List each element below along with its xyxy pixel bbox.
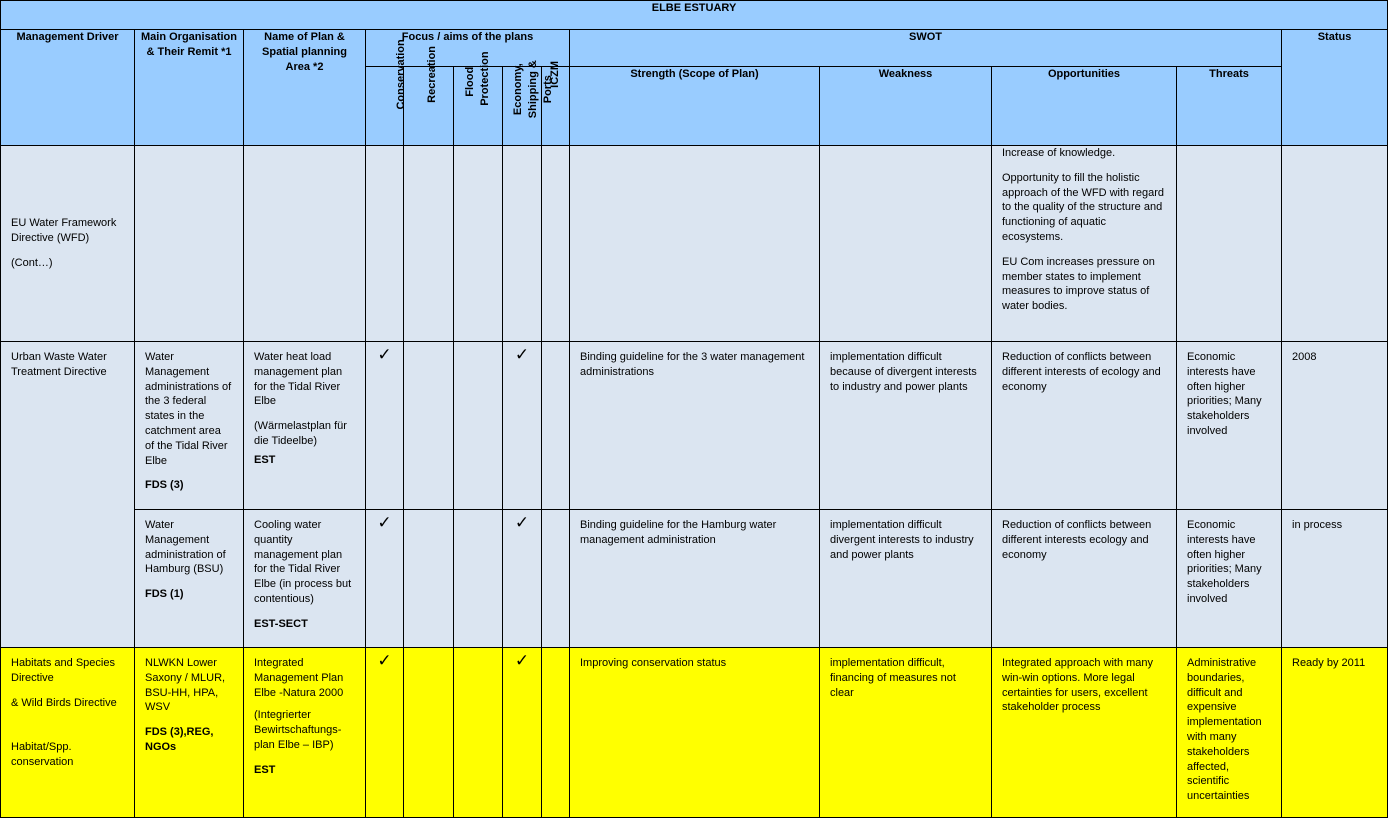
opportunity-text: Opportunity to fill the holistic approach of the WFD with regard to the quality of the structure and functioning of aquatic ecosystems. (1002, 171, 1165, 243)
focus-recreation-cell (404, 342, 454, 510)
header-focus-conservation: Conservation (366, 67, 404, 146)
header-plan-name: Name of Plan & Spatial planning Area *2 (244, 30, 366, 146)
strength-cell (570, 648, 820, 818)
header-threats: Threats (1177, 67, 1282, 146)
focus-conservation-cell (366, 648, 404, 818)
strength-cell (570, 510, 820, 648)
opportunity-text: Increase of knowledge. (1002, 147, 1116, 159)
driver-cont: (Cont…) (11, 256, 53, 269)
opportunity-text: Reduction of conflicts between different interests of ecology and economy (1002, 351, 1161, 393)
opportunities-cell (992, 648, 1177, 818)
driver-text: Habitats and Species Directive (11, 657, 115, 684)
org-cell (135, 510, 244, 648)
weakness-text: implementation difficult divergent interests to industry and power plants (830, 519, 974, 561)
driver-text: EU Water Framework Directive (WFD) (11, 217, 117, 245)
table-row (1, 146, 1388, 342)
threats-cell (1177, 510, 1282, 648)
focus-conservation-cell (366, 146, 404, 342)
plan-alt-text: (Integrierter Bewirtschaftungs-plan Elbe – IBP) (254, 709, 342, 751)
org-cell (135, 648, 244, 818)
focus-iczm-cell (542, 146, 570, 342)
focus-economy-cell (503, 648, 542, 818)
plan-code: EST (254, 763, 276, 776)
status-cell (1282, 648, 1388, 818)
focus-recreation-cell (404, 648, 454, 818)
check-icon: ✓ (377, 345, 392, 364)
focus-flood-cell (454, 648, 503, 818)
header-focus-flood-protection: Flood Protection (454, 67, 503, 146)
strength-text: Binding guideline for the 3 water management administrations (580, 351, 805, 378)
focus-recreation-cell (404, 146, 454, 342)
header-swot: SWOT (570, 30, 1282, 67)
strength-text: Binding guideline for the Hamburg water management administration (580, 519, 777, 546)
focus-iczm-cell (542, 342, 570, 510)
weakness-cell (820, 342, 992, 510)
header-management-driver: Management Driver (1, 30, 135, 146)
header-opportunities: Opportunities (992, 67, 1177, 146)
driver-text: Urban Waste Water Treatment Directive (11, 351, 107, 378)
table-row (1, 648, 1388, 818)
status-cell (1282, 146, 1388, 342)
org-code: FDS (3),REG, NGOs (145, 726, 214, 753)
plan-text: Water heat load management plan for the Tidal River Elbe (254, 351, 343, 408)
header-main-organisation: Main Organisation & Their Remit *1 (135, 30, 244, 146)
plan-text: Integrated Management Plan Elbe -Natura 2000 (254, 657, 344, 699)
opportunity-text: Integrated approach with many win-win options. More legal certainties for users, excellent stakeholder process (1002, 657, 1154, 714)
threats-text: Administrative boundaries, difficult and expensive implementation with many stakeholders affected, scientific uncertainties (1187, 657, 1262, 803)
weakness-text: implementation difficult, financing of measures not clear (830, 657, 956, 699)
management-driver-cell (1, 648, 135, 818)
header-focus-economy: Economy, Shipping & Ports (503, 67, 542, 146)
threats-cell (1177, 342, 1282, 510)
plan-code: EST-SECT (254, 617, 308, 630)
focus-flood-cell (454, 146, 503, 342)
plan-cell (244, 510, 366, 648)
check-icon: ✓ (377, 651, 392, 670)
check-icon: ✓ (514, 513, 530, 532)
plan-cell (244, 342, 366, 510)
org-code: FDS (1) (145, 588, 184, 601)
weakness-text: implementation difficult because of divergent interests to industry and power plants (830, 351, 977, 393)
opportunities-cell (992, 146, 1177, 342)
management-driver-cell (1, 146, 135, 342)
weakness-cell (820, 146, 992, 342)
status-text: in process (1292, 519, 1343, 531)
header-focus-iczm: ICZM (542, 67, 570, 146)
table-title: ELBE ESTUARY (1, 1, 1388, 30)
driver-text: & Wild Birds Directive (11, 696, 117, 709)
org-code: FDS (3) (145, 479, 184, 492)
org-cell (135, 342, 244, 510)
check-icon: ✓ (514, 651, 530, 670)
focus-economy-cell (503, 146, 542, 342)
check-icon: ✓ (377, 513, 392, 532)
plan-text: Cooling water quantity management plan for the Tidal River Elbe (in process but contentious) (254, 519, 352, 605)
focus-economy-cell (503, 510, 542, 648)
header-strength: Strength (Scope of Plan) (570, 67, 820, 146)
header-focus-recreation: Recreation (404, 67, 454, 146)
strength-cell (570, 342, 820, 510)
plan-cell (244, 146, 366, 342)
header-weakness: Weakness (820, 67, 992, 146)
header-focus: Focus / aims of the plans (366, 30, 570, 67)
opportunity-text: EU Com increases pressure on member states to implement measures to improve status of water bodies. (1002, 255, 1155, 313)
opportunities-cell (992, 510, 1177, 648)
threats-cell (1177, 648, 1282, 818)
focus-economy-cell (503, 342, 542, 510)
focus-flood-cell (454, 510, 503, 648)
opportunity-text: Reduction of conflicts between different interests ecology and economy (1002, 519, 1152, 561)
driver-text: Habitat/Spp. conservation (11, 741, 74, 769)
focus-iczm-cell (542, 648, 570, 818)
status-text: Ready by 2011 (1292, 657, 1366, 669)
org-cell (135, 146, 244, 342)
focus-conservation-cell (366, 342, 404, 510)
plan-alt-text: (Wärmelastplan für die Tideelbe) (254, 420, 347, 447)
table-row (1, 510, 1388, 648)
check-icon: ✓ (514, 345, 530, 364)
status-cell (1282, 510, 1388, 648)
org-text: Water Management administrations of the 3 federal states in the catchment area of the Tidal River Elbe (145, 351, 232, 467)
focus-recreation-cell (404, 510, 454, 648)
weakness-cell (820, 648, 992, 818)
focus-flood-cell (454, 342, 503, 510)
focus-iczm-cell (542, 510, 570, 648)
opportunities-cell (992, 342, 1177, 510)
org-text: Water Management administration of Hamburg (BSU) (145, 519, 226, 576)
threats-text: Economic interests have often higher priorities; Many stakeholders involved (1187, 351, 1262, 437)
plan-code: EST (254, 453, 276, 466)
header-status: Status (1282, 30, 1388, 146)
weakness-cell (820, 510, 992, 648)
threats-cell (1177, 146, 1282, 342)
focus-conservation-cell (366, 510, 404, 648)
plan-cell (244, 648, 366, 818)
management-driver-cell (1, 342, 135, 648)
threats-text: Economic interests have often higher priorities; Many stakeholders involved (1187, 519, 1262, 605)
strength-text: Improving conservation status (580, 657, 727, 669)
strength-cell (570, 146, 820, 342)
org-text: NLWKN Lower Saxony / MLUR, BSU-HH, HPA, WSV (145, 657, 226, 714)
table-row (1, 342, 1388, 510)
status-cell (1282, 342, 1388, 510)
status-text: 2008 (1292, 351, 1317, 363)
